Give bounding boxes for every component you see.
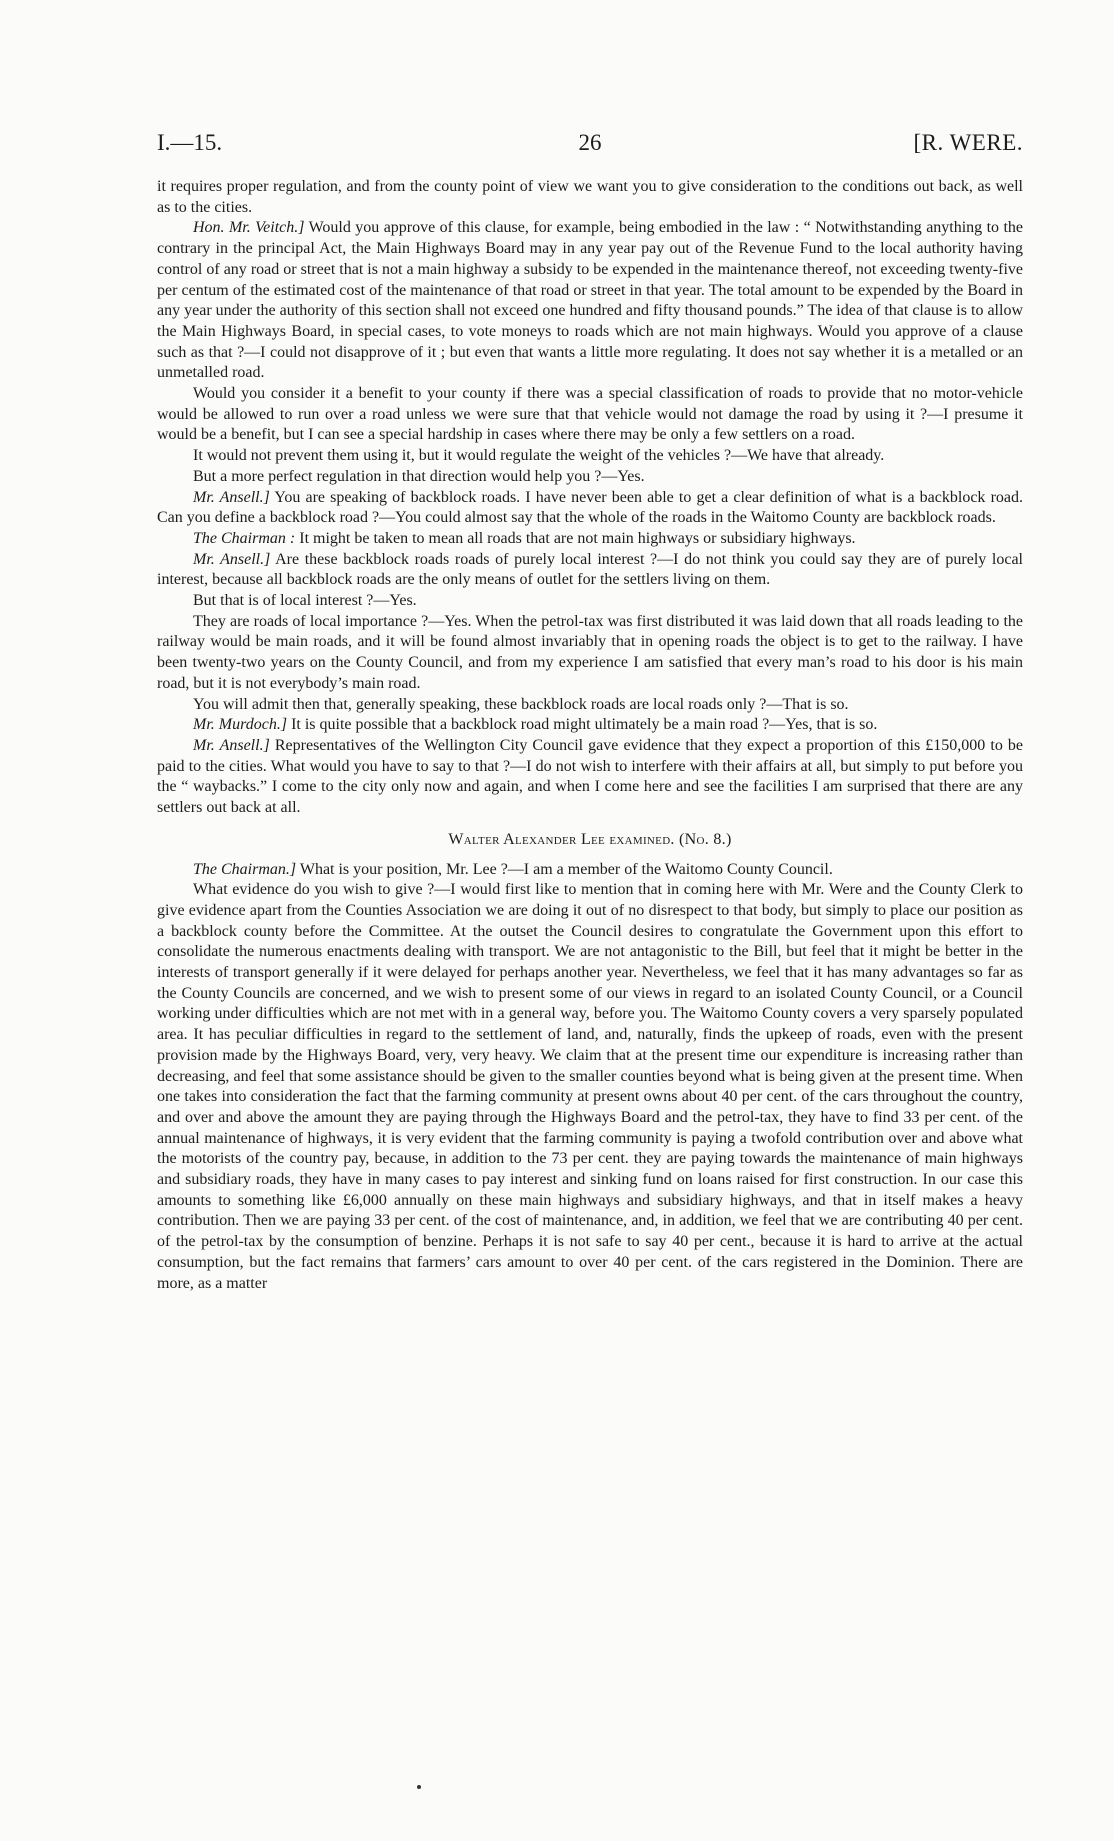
paragraph (157, 860, 1023, 881)
paragraph-text: They are roads of local importance ?—Yes. When the petrol-tax was first distributed it was laid down that all roads leading to the railway would be main roads, and it will be found almost invariably that in opening roads the object is to get to the railway. I have been twenty-two years on the County Council, and from my experience I am satisfied that every man’s road to his door is his main road, but it is not everybody’s main road. (157, 612, 1023, 692)
document-body (157, 177, 1023, 1294)
section-heading: Walter Alexander Lee examined. (No. 8.) (448, 830, 732, 848)
witness-running-head: [R. WERE. (913, 130, 1023, 155)
scan-speck (417, 1785, 421, 1789)
speaker-label: Mr. Ansell.] (193, 736, 270, 754)
paragraph-text: Are these backblock roads roads of purely local interest ?—I do not think you could say they are of purely local interest, because all backblock roads are the only means of outlet for the settlers living on them. (157, 550, 1023, 589)
testimony-block-2 (157, 860, 1023, 1295)
paragraph (157, 715, 1023, 736)
paragraph-text: It would not prevent them using it, but it would regulate the weight of the vehicles ?—We have that already. (193, 447, 885, 465)
page-header (157, 128, 1023, 158)
paragraph (157, 880, 1023, 1294)
paragraph (157, 612, 1023, 695)
speaker-label: Mr. Ansell.] (193, 488, 270, 506)
paragraph-text: It might be taken to mean all roads that are not main highways or subsidiary highways. (295, 529, 856, 547)
paper-reference: I.—15. (157, 130, 223, 155)
paragraph (157, 695, 1023, 716)
speaker-label: Hon. Mr. Veitch.] (193, 219, 305, 237)
speaker-label: Mr. Murdoch.] (193, 716, 288, 734)
paragraph-text: What is your position, Mr. Lee ?—I am a member of the Waitomo County Council. (296, 860, 833, 878)
page-number: 26 (578, 130, 602, 155)
paragraph-text: It is quite possible that a backblock road might ultimately be a main road ?—Yes, that is so. (287, 716, 878, 734)
paragraph (157, 177, 1023, 218)
testimony-block-1 (157, 177, 1023, 819)
paragraph-text: Would you consider it a benefit to your county if there was a special classification of roads to provide that no motor-vehicle would be allowed to run over a road unless we were sure that that vehicle would not damage the road by using it ?—I presume it would be a benefit, but I can see a special hardship in cases where there may be only a few settlers on a road. (157, 385, 1023, 444)
paragraph-text: You will admit then that, generally speaking, these backblock roads are local roads only ?—That is so. (193, 695, 849, 713)
paragraph (157, 218, 1023, 384)
speaker-label: The Chairman.] (193, 860, 297, 878)
paragraph-text: it requires proper regulation, and from the county point of view we want you to give consideration to the conditions out back, as well as to the cities. (157, 178, 1023, 216)
paragraph (157, 529, 1023, 550)
paragraph (157, 384, 1023, 446)
paragraph-text: But that is of local interest ?—Yes. (193, 592, 417, 610)
paragraph (157, 550, 1023, 591)
paragraph-text: But a more perfect regulation in that direction would help you ?—Yes. (193, 467, 645, 485)
paragraph-text: Would you approve of this clause, for example, being embodied in the law : “ Notwithstanding anything to the contrary in the principal Act, the Main Highways Board may in any year pay out of the Revenue Fund to the local authority having control of any road or street that is not a main highway a subsidy to be expended in the maintenance thereof, not exceeding twenty-five per centum of the estimated cost of the maintenance of that road or street in that year. The total amount to be expended by the Board in any year under the authority of this section shall not exceed one hundred and fifty thousand pounds.” The idea of that clause is to allow the Main Highways Board, in special cases, to vote moneys to roads which are not main highways. Would you approve of a clause such as that ?—I could not disapprove of it ; but even that wants a little more regulating. It does not say whether it is a metalled or an unmetalled road. (157, 219, 1023, 382)
paragraph-text: What evidence do you wish to give ?—I would first like to mention that in coming here with Mr. Were and the County Clerk to give evidence apart from the Counties Association we are doing it out of no disrespect to that body, but simply to place our position as a backblock county before the Committee. At the outset the Council desires to congratulate the Government upon this effort to consolidate the numerous enactments dealing with transport. We are not antagonistic to the Bill, but feel that it might be better in the interests of transport generally if it were delayed for perhaps another year. Nevertheless, we feel that it has many advantages so far as the County Councils are concerned, and we wish to present some of our views in regard to an isolated County Council, or a Council working under difficulties which are not met with in a general way, before you. The Waitomo County covers a very sparsely populated area. It has peculiar difficulties in regard to the settlement of land, and, naturally, finds the upkeep of roads, even with the present provision made by the Highways Board, very, very heavy. We claim that at the present time our expenditure is increasing rather than decreasing, and feel that some assistance should be given to the smaller counties beyond what is being given at the present time. When one takes into consideration the fact that the farming community at present owns about 40 per cent. of the cars throughout the country, and over and above the amount they are paying through the Highways Board and the petrol-tax, they have to find 33 per cent. of the annual maintenance of highways, it is very evident that the farming community is paying a twofold contribution over and above what the motorists of the country pay, because, in addition to the 73 per cent. they are paying towards the maintenance of main highways and subsidiary roads, they have in many cases to pay interest and sinking fund on loans raised for first construction. In our case this amounts to something like £6,000 annually on these main highways and subsidiary highways, and that in itself makes a heavy contribution. Then we are paying 33 per cent. of the cost of maintenance, and, in addition, we feel that we are contributing 40 per cent. of the petrol-tax by the consumption of benzine. Perhaps it is not safe to say 40 per cent., because it is hard to arrive at the actual consumption, but the fact remains that farmers’ cars amount to over 40 per cent. of the cars registered in the Dominion. There are more, as a matter (157, 881, 1023, 1292)
speaker-label: The Chairman : (193, 529, 296, 547)
paragraph (157, 446, 1023, 467)
paragraph-text: You are speaking of backblock roads. I have never been able to get a clear definition of what is a backblock road. Can you define a backblock road ?—You could almost say that the whole of the roads in the Waitomo County are backblock roads. (157, 488, 1023, 527)
document-page (157, 128, 1023, 1294)
paragraph-text: Representatives of the Wellington City Council gave evidence that they expect a proportion of this £150,000 to be paid to the cities. What would you have to say to that ?—I do not wish to interfere with their affairs at all, but simply to put before you the “ waybacks.” I come to the city only now and again, and when I come here and see the facilities I am surprised that there are any settlers out back at all. (157, 736, 1023, 817)
paragraph (157, 591, 1023, 612)
paragraph (157, 467, 1023, 488)
speaker-label: Mr. Ansell.] (193, 550, 271, 568)
paragraph (157, 488, 1023, 529)
paragraph (157, 736, 1023, 819)
